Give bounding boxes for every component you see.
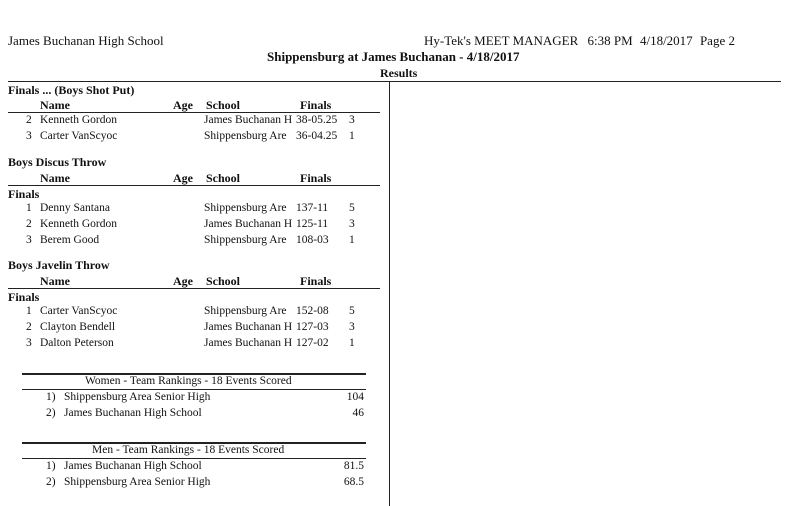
ranking-row	[0, 476, 389, 491]
col-name: Name	[40, 98, 70, 112]
result-row	[0, 337, 389, 352]
javelin-title: Boys Javelin Throw	[8, 258, 110, 272]
discus-title: Boys Discus Throw	[8, 155, 107, 169]
school-name: James Buchanan H	[204, 218, 293, 230]
school-name: Shippensburg Are	[204, 202, 287, 214]
col-finals: Finals	[300, 274, 332, 288]
rank-number: 2)	[46, 476, 56, 488]
col-school: School	[206, 98, 241, 112]
final-mark: 36-04.25	[296, 130, 338, 142]
points-scored: 3	[349, 321, 355, 333]
rank-number: 1)	[46, 391, 56, 403]
final-mark: 38-05.25	[296, 114, 338, 126]
place-number: 1	[26, 305, 32, 317]
place-number: 2	[26, 218, 32, 230]
points-scored: 1	[349, 130, 355, 142]
rank-number: 2)	[46, 407, 56, 419]
result-row	[0, 114, 389, 129]
points-scored: 5	[349, 305, 355, 317]
athlete-name: Clayton Bendell	[40, 321, 116, 333]
results-subtitle: Results	[380, 66, 418, 80]
team-name: James Buchanan High School	[64, 407, 202, 419]
school-name: Shippensburg Are	[204, 305, 287, 317]
col-school: School	[206, 274, 241, 288]
col-age: Age	[173, 274, 193, 288]
athlete-name: Berem Good	[40, 234, 100, 246]
result-row	[0, 202, 389, 217]
points-scored: 5	[349, 202, 355, 214]
team-score: 46	[352, 407, 364, 419]
women-rankings-title: Women - Team Rankings - 18 Events Scored	[85, 375, 292, 387]
final-mark: 137-11	[296, 202, 329, 214]
place-number: 3	[26, 337, 32, 349]
final-mark: 108-03	[296, 234, 329, 246]
athlete-name: Denny Santana	[40, 202, 110, 214]
print-date: 4/18/2017	[639, 33, 693, 48]
final-mark: 127-03	[296, 321, 329, 333]
ranking-row	[0, 407, 389, 422]
final-mark: 125-11	[296, 218, 329, 230]
final-mark: 127-02	[296, 337, 329, 349]
discus-column-headers	[0, 171, 389, 185]
team-name: Shippensburg Area Senior High	[64, 391, 211, 403]
result-row	[0, 130, 389, 145]
shot-put-column-headers	[0, 98, 389, 112]
team-name: James Buchanan High School	[64, 460, 202, 472]
col-finals: Finals	[300, 98, 332, 112]
result-row	[0, 321, 389, 336]
athlete-name: Carter VanScyoc	[40, 305, 118, 317]
col-name: Name	[40, 274, 70, 288]
place-number: 2	[26, 321, 32, 333]
javelin-rule	[8, 288, 380, 289]
software-stamp	[424, 33, 735, 49]
athlete-name: Kenneth Gordon	[40, 218, 117, 230]
place-number: 2	[26, 114, 32, 126]
school-name: James Buchanan High School	[8, 33, 164, 48]
shot-put-title: Finals ... (Boys Shot Put)	[8, 83, 135, 97]
points-scored: 3	[349, 218, 355, 230]
col-age: Age	[173, 98, 193, 112]
points-scored: 3	[349, 114, 355, 126]
result-row	[0, 218, 389, 233]
place-number: 1	[26, 202, 32, 214]
final-mark: 152-08	[296, 305, 329, 317]
column-divider	[389, 81, 390, 506]
col-school: School	[206, 171, 241, 185]
print-time: 6:38 PM	[587, 33, 633, 48]
team-score: 68.5	[343, 476, 364, 488]
school-name: James Buchanan H	[204, 321, 293, 333]
ranking-row	[0, 460, 389, 475]
meet-title: Shippensburg at James Buchanan - 4/18/2017	[267, 49, 520, 64]
col-name: Name	[40, 171, 70, 185]
team-name: Shippensburg Area Senior High	[64, 476, 211, 488]
school-name: James Buchanan H	[204, 337, 293, 349]
team-score: 104	[346, 391, 364, 403]
women-rankings-rule	[22, 389, 366, 390]
javelin-finals-label: Finals	[8, 290, 40, 304]
athlete-name: Carter VanScyoc	[40, 130, 118, 142]
athlete-name: Dalton Peterson	[40, 337, 114, 349]
col-age: Age	[173, 171, 193, 185]
header-rule	[8, 81, 781, 82]
men-rankings-rule	[22, 458, 366, 459]
shot-put-rule	[8, 112, 380, 113]
school-name: James Buchanan H	[204, 114, 293, 126]
place-number: 3	[26, 130, 32, 142]
men-rankings-title: Men - Team Rankings - 18 Events Scored	[92, 444, 285, 456]
discus-rule	[8, 185, 380, 186]
rank-number: 1)	[46, 460, 56, 472]
col-finals: Finals	[300, 171, 332, 185]
athlete-name: Kenneth Gordon	[40, 114, 117, 126]
school-name: Shippensburg Are	[204, 130, 287, 142]
result-row	[0, 305, 389, 320]
result-row	[0, 234, 389, 249]
points-scored: 1	[349, 337, 355, 349]
page-number: Page 2	[699, 33, 735, 48]
school-name: Shippensburg Are	[204, 234, 287, 246]
place-number: 3	[26, 234, 32, 246]
javelin-column-headers	[0, 274, 389, 288]
ranking-row	[0, 391, 389, 406]
discus-finals-label: Finals	[8, 187, 40, 201]
team-score: 81.5	[343, 460, 364, 472]
software-name: Hy-Tek's MEET MANAGER	[424, 33, 579, 48]
points-scored: 1	[349, 234, 355, 246]
